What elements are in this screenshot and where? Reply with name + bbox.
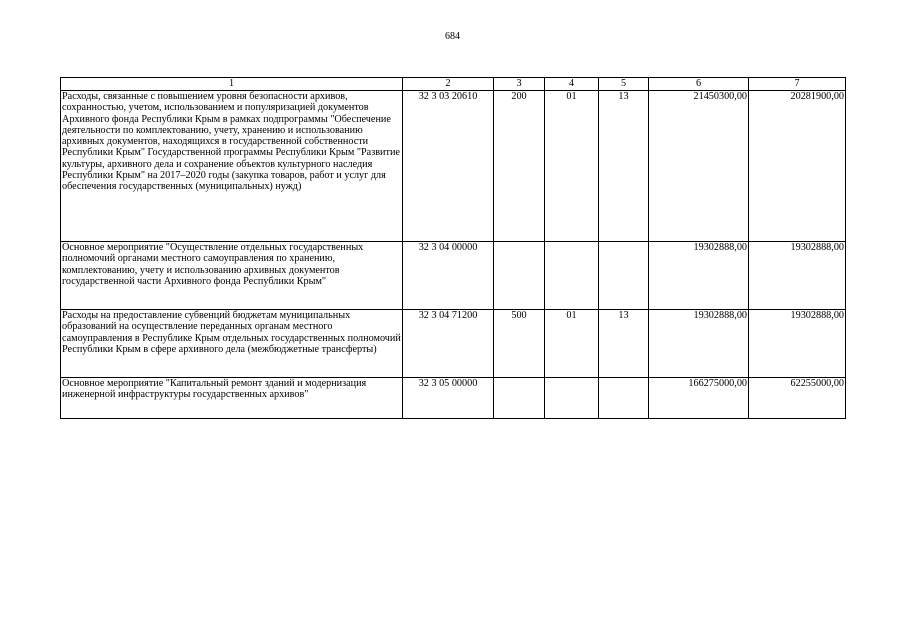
row-amount-6: 19302888,00 <box>649 310 749 378</box>
page-number: 684 <box>445 31 460 42</box>
row-amount-7: 62255000,00 <box>749 378 846 419</box>
row-section: 01 <box>545 91 599 242</box>
row-expense-type: 200 <box>494 91 545 242</box>
row-expense-type <box>494 378 545 419</box>
row-section <box>545 242 599 310</box>
row-amount-7: 19302888,00 <box>749 310 846 378</box>
row-section <box>545 378 599 419</box>
table-row <box>61 91 846 242</box>
row-amount-6: 19302888,00 <box>649 242 749 310</box>
row-code: 32 3 05 00000 <box>403 378 494 419</box>
column-header: 7 <box>749 78 846 91</box>
column-header: 3 <box>494 78 545 91</box>
row-amount-7: 19302888,00 <box>749 242 846 310</box>
row-expense-type: 500 <box>494 310 545 378</box>
row-section: 01 <box>545 310 599 378</box>
row-name: Расходы, связанные с повышением уровня безопасности архивов, сохранностью, учетом, использованием и популяризацией документов Архивного фонда Республики Крым в рамках подпрограммы "Обеспечение деятельности по комплектованию, учету, хранению и использованию архивных документов, находящихся в государственной собственности Республики Крым" Государственной программы Республики Крым "Развитие культуры, архивного дела и сохранение объектов культурного наследия Республики Крым" на 2017–2020 годы (закупка товаров, работ и услуг для обеспечения государственных (муниципальных) нужд) <box>61 91 403 242</box>
table-row <box>61 378 846 419</box>
row-subsection: 13 <box>599 91 649 242</box>
table-header-row <box>61 78 846 91</box>
row-amount-7: 20281900,00 <box>749 91 846 242</box>
row-amount-6: 21450300,00 <box>649 91 749 242</box>
column-header: 5 <box>599 78 649 91</box>
table-row <box>61 242 846 310</box>
row-amount-6: 166275000,00 <box>649 378 749 419</box>
row-subsection <box>599 242 649 310</box>
row-subsection: 13 <box>599 310 649 378</box>
row-name: Основное мероприятие "Осуществление отдельных государственных полномочий органами местного самоуправления по хранению, комплектованию, учету и использованию архивных документов государственной части Архивного фонда Республики Крым" <box>61 242 403 310</box>
row-code: 32 3 04 00000 <box>403 242 494 310</box>
row-code: 32 3 03 20610 <box>403 91 494 242</box>
column-header: 6 <box>649 78 749 91</box>
column-header: 4 <box>545 78 599 91</box>
row-subsection <box>599 378 649 419</box>
row-expense-type <box>494 242 545 310</box>
column-header: 2 <box>403 78 494 91</box>
budget-table <box>60 77 846 419</box>
row-name: Расходы на предоставление субвенций бюджетам муниципальных образований на осуществление переданных органам местного самоуправления в Республике Крым отдельных государственных полномочий Республики Крым в сфере архивного дела (межбюджетные трансферты) <box>61 310 403 378</box>
row-code: 32 3 04 71200 <box>403 310 494 378</box>
row-name: Основное мероприятие "Капитальный ремонт зданий и модернизация инженерной инфраструктуры государственных архивов" <box>61 378 403 419</box>
table-row <box>61 310 846 378</box>
column-header: 1 <box>61 78 403 91</box>
